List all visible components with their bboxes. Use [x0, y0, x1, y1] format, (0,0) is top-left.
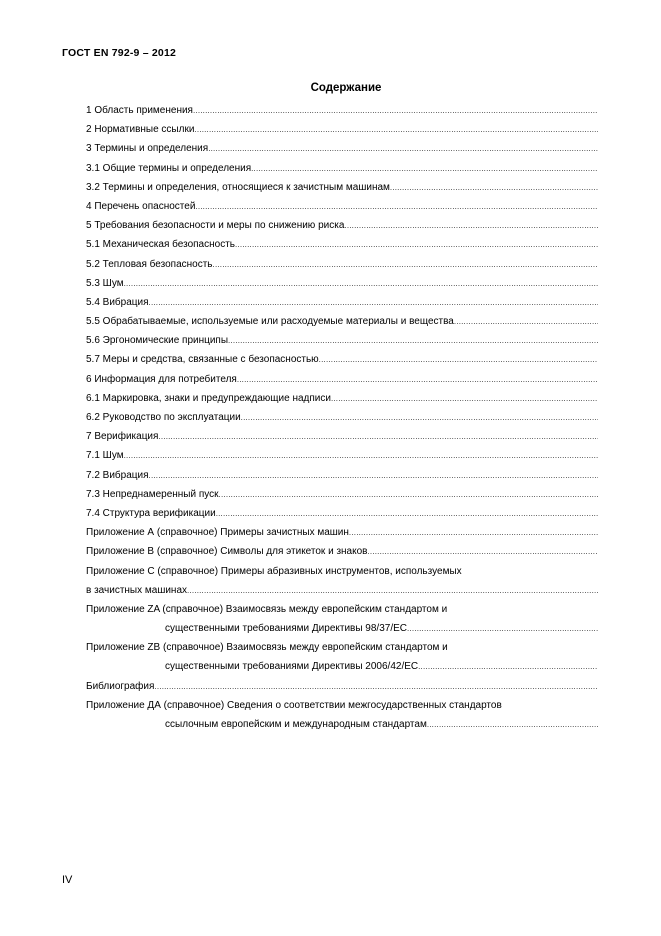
table-of-contents [86, 101, 598, 734]
toc-entry: 5.6 Эргономические принципы ..... [86, 331, 598, 350]
toc-entry: 5.5 Обрабатываемые, используемые или расходуемые материалы и вещества ..... [86, 312, 598, 331]
toc-entry: Приложение А (справочное) Примеры зачистных машин ..... [86, 523, 598, 542]
toc-entry-bibliography: Библиография ..... [86, 677, 598, 696]
toc-entry: 5.2 Тепловая безопасность ..... [86, 255, 598, 274]
toc-entry: 5 Требования безопасности и меры по снижению риска ..... [86, 216, 598, 235]
toc-entry-appendix-c-line2: в зачистных машинах ..... [86, 581, 598, 600]
toc-entry-appendix-da-line1: Приложение ДА (справочное) Сведения о соответствии межгосударственных стандартов [86, 699, 502, 711]
toc-entry: 3 Термины и определения ..... [86, 139, 598, 158]
document-header: ГОСТ EN 792-9 – 2012 [62, 47, 177, 59]
toc-entry-appendix-da-line2: ссылочным европейским и международным стандартам ..... [86, 715, 598, 734]
toc-entry-appendix-zb-line1: Приложение ZB (справочное) Взаимосвязь между европейским стандартом и [86, 642, 448, 654]
toc-entry: 7.1 Шум ..... [86, 446, 598, 465]
page-title: Содержание [310, 82, 382, 94]
toc-entry-appendix-za-line1: Приложение ZA (справочное) Взаимосвязь между европейским стандартом и [86, 603, 448, 615]
toc-entry: 6.1 Маркировка, знаки и предупреждающие надписи ..... [86, 389, 598, 408]
toc-entry: 7 Верификация ..... [86, 427, 598, 446]
toc-entry: Приложение В (справочное) Символы для этикеток и знаков ..... [86, 542, 598, 561]
toc-entry: 2 Нормативные ссылки ..... [86, 120, 598, 139]
toc-entry: 7.4 Структура верификации ..... [86, 504, 598, 523]
toc-entry: 1 Область применения ..... [86, 101, 598, 120]
toc-entry-appendix-zb-line2: существенными требованиями Директивы 2006/42/ЕС ..... [86, 657, 598, 676]
toc-entry: 5.4 Вибрация ..... [86, 293, 598, 312]
toc-entry: 4 Перечень опасностей ..... [86, 197, 598, 216]
toc-entry: 6.2 Руководство по эксплуатации ..... [86, 408, 598, 427]
toc-entry: 3.1 Общие термины и определения ..... [86, 159, 598, 178]
toc-entry: 7.3 Непреднамеренный пуск ..... [86, 485, 598, 504]
toc-entry: 5.3 Шум ..... [86, 274, 598, 293]
toc-entry-appendix-za-line2: существенными требованиями Директивы 98/37/ЕС ..... [86, 619, 598, 638]
page-number: IV [62, 874, 73, 886]
toc-entry: 6 Информация для потребителя ..... [86, 370, 598, 389]
toc-entry: 5.7 Меры и средства, связанные с безопасностью ..... [86, 350, 598, 369]
toc-entry: 3.2 Термины и определения, относящиеся к зачистным машинам ..... [86, 178, 598, 197]
toc-entry: 7.2 Вибрация ..... [86, 466, 598, 485]
toc-entry: 5.1 Механическая безопасность ..... [86, 235, 598, 254]
toc-entry-appendix-c-line1: Приложение С (справочное) Примеры абразивных инструментов, используемых [86, 565, 462, 577]
